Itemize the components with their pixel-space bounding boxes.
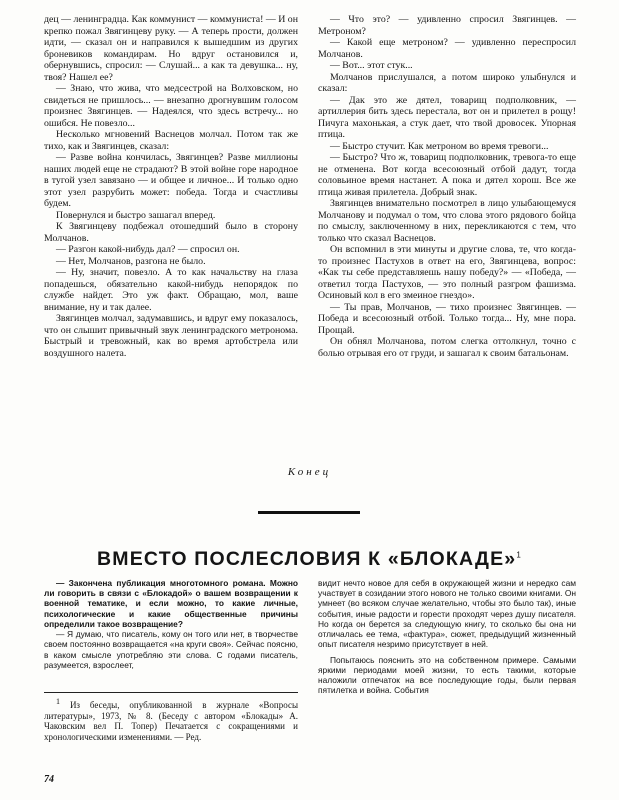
paragraph: дец — ленинградца. Как коммунист — коммуниста! — И он крепко пожал Звягинцеву руку. — А теперь прости, должен идти, — сказал он и направился к вышедшим из других броневиков командирам. Но вдруг остановился и, обернувшись, спросил: — Слушай... а как та девушка... ну, твоя? Нашел ее? bbox=[44, 14, 298, 83]
paragraph: — Дак это же дятел, товарищ подполковник, — артиллерия бить здесь перестала, вот он и прилетел в рощу! Пичуга махонькая, а стук дает, что твой дровосек. Упорная птица. bbox=[318, 94, 576, 141]
story-column-right bbox=[318, 14, 576, 359]
story-column-left bbox=[44, 14, 298, 359]
paragraph: Звягинцев внимательно посмотрел в лицо улыбающемуся Молчанову и подумал о том, что слова этого рядового бойца по смыслу, заключенному в них, перекликаются с тем, что только что сказал Васнецов. bbox=[318, 198, 576, 244]
paragraph: Он вспомнил в эти минуты и другие слова, те, что когда-то произнес Пастухов в ответ на его, Звягинцева, вопрос: «Как ты себе представляешь нашу победу?» — «Победа, — ответил тогда Пастухов, — это полный разгром фашизма. Осиновый кол в его змеиное гнездо». bbox=[318, 244, 576, 302]
paragraph: — Ты прав, Молчанов, — тихо произнес Звягинцев. — Победа и всесоюзный отбой. Только тогда... Ну, мне пора. Прощай. bbox=[318, 301, 576, 336]
paragraph: — Ну, значит, повезло. А то как начальству на глаза попадешься, обязательно какой-нибудь непорядок по службе найдет. Это уж факт. Обращаю, мол, ваше внимание, ну и так далее. bbox=[44, 267, 298, 313]
footnote bbox=[44, 697, 298, 743]
paragraph: К Звягинцеву подбежал отошедший было в сторону Молчанов. bbox=[44, 221, 298, 244]
paragraph: — Нет, Молчанов, разгона не было. bbox=[56, 255, 206, 267]
afterword-heading bbox=[0, 548, 619, 571]
paragraph: Повернулся и быстро зашагал вперед. bbox=[56, 209, 216, 221]
interview-question: — Закончена публикация многотомного романа. Можно ли говорить в связи с «Блокадой» о вашем возвращении к военной тематике, и если можно, то какие личные, психологические и какие общественные причины определили такое возвращение? bbox=[44, 578, 298, 629]
paragraph: видит нечто новое для себя в окружающей жизни и нередко сам участвует в созидании этого нового не только своими книгами. Он умнеет (во всяком случае желательно, чтобы это было так), иные события, иные радости и горести проходят через душу писателя. Но когда он берется за следующую книгу, то сколько бы она ни отличалась ее тема, «фактура», сюжет, предыдущий жизненный опыт писателя незримо присутствует в ней. bbox=[318, 578, 576, 650]
afterword-column-right bbox=[318, 578, 576, 695]
paragraph: Звягинцев молчал, задумавшись, и вдруг ему показалось, что он слышит привычный звук ленинградского метронома. Быстрый и тревожный, как во время артобстрела или воздушного налета. bbox=[44, 313, 298, 359]
paragraph: Попытаюсь пояснить это на собственном примере. Самыми яркими периодами моей жизни, то есть такими, которые наложили отпечаток на все последующие годы, были первая пятилетка и война. События bbox=[318, 654, 576, 696]
paragraph: Несколько мгновений Васнецов молчал. Потом так же тихо, как и Звягинцев, сказал: bbox=[44, 129, 298, 152]
footnote-divider bbox=[44, 692, 298, 693]
the-end-label: Конец bbox=[287, 466, 332, 478]
paragraph: — Разгон какой-нибудь дал? — спросил он. bbox=[56, 244, 240, 256]
afterword-title: ВМЕСТО ПОСЛЕСЛОВИЯ К «БЛОКАДЕ» bbox=[96, 548, 517, 570]
paragraph: Он обнял Молчанова, потом слегка оттолкнул, точно с болью отрывая его от груди, и зашагал к своим батальонам. bbox=[318, 336, 576, 359]
footnote-text: Из беседы, опубликованной в журнале «Вопросы литературы», 1973, № 8. (Беседу с автором «Блокады» А. Чаковским вел П. Топер) Печатается с сокращениями и хронологическими изменениями. — Ред. bbox=[44, 700, 298, 743]
paragraph: — Вот... этот стук... bbox=[330, 60, 413, 72]
paragraph: — Быстро? Что ж, товарищ подполковник, тревога-то еще не отменена. Вот когда всесоюзный отбой дадут, тогда соловьиное время настанет. А пока и дятел хорош. Все же птица живая прилетела. Добрый знак. bbox=[318, 152, 576, 198]
page-number: 74 bbox=[44, 774, 54, 785]
paragraph: — Какой еще метроном? — удивленно переспросил Молчанов. bbox=[318, 37, 576, 60]
paragraph: — Я думаю, что писатель, кому он того или нет, в творчестве своем постоянно возвращается «на круги своя». Сейчас поясню, в каком смысле употребляю эти слова. С годами писатель, разумеется, взрослеет, bbox=[44, 629, 298, 670]
footnote-reference: 1 bbox=[516, 550, 523, 560]
afterword-column-left bbox=[44, 578, 298, 670]
paragraph: — Что это? — удивленно спросил Звягинцев. — Метроном? bbox=[318, 14, 576, 37]
paragraph: — Разве война кончилась, Звягинцев? Разве миллионы наших людей еще не страдают? В этой войне горе народное в тугой узел завязано — и общее и личное... И только одно этот узел разрубить может: победа. Тогда и счастливы будем. bbox=[44, 152, 298, 210]
paragraph: — Знаю, что жива, что медсестрой на Волховском, но свидеться не пришлось... — внезапно дрогнувшим голосом произнес Звягинцев. — Надеялся, что здесь встречу... но ошибся. Не повезло... bbox=[44, 83, 298, 129]
section-divider bbox=[258, 511, 360, 514]
paragraph: — Быстро стучит. Как метроном во время тревоги... bbox=[330, 140, 549, 152]
footnote-mark: 1 bbox=[56, 697, 60, 706]
paragraph: Молчанов прислушался, а потом широко улыбнулся и сказал: bbox=[318, 71, 576, 95]
